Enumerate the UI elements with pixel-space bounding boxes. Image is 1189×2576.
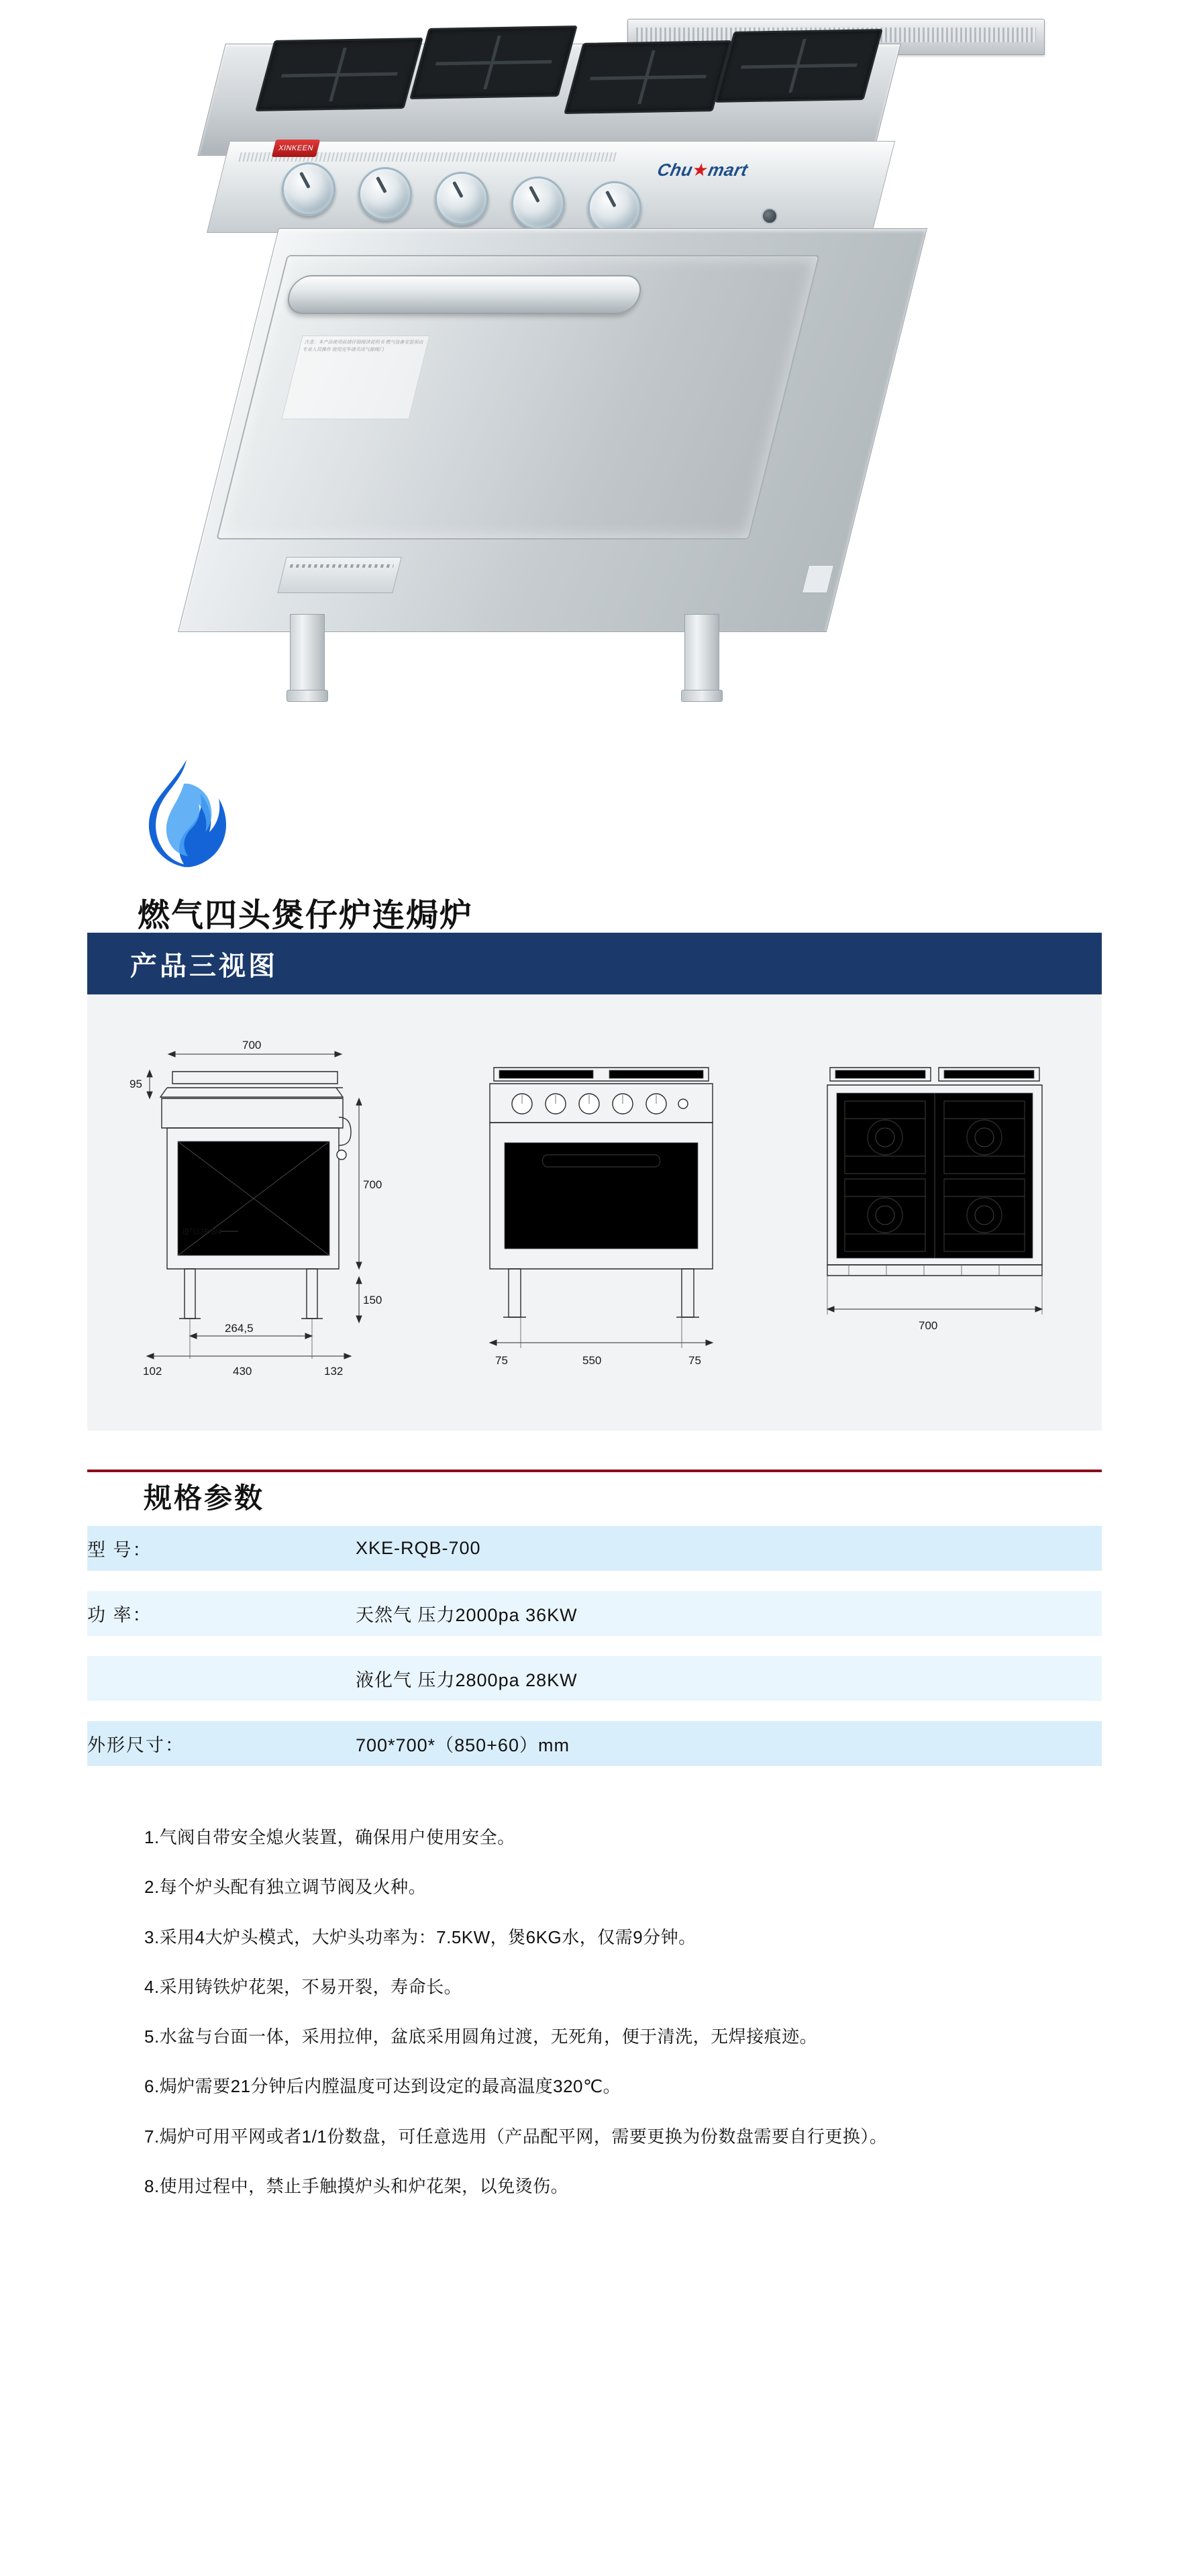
side-dim-top: 700 (242, 1038, 262, 1051)
spec-value-dimensions: 700*700*（850+60）mm (356, 1735, 570, 1755)
spec-row (87, 1721, 1102, 1766)
spec-label-dimensions: 外形尺寸： (87, 1735, 185, 1755)
spec-row (87, 1656, 1102, 1701)
gas-range-illustration (188, 7, 980, 731)
side-gas-inlet-label: 进气口R 3/4 (181, 1227, 221, 1236)
note-item: 4.采用铸铁炉花架，不易开裂，寿命长。 (144, 1976, 462, 1997)
spec-value-power-natural: 天然气 压力2000pa 36KW (356, 1605, 578, 1625)
brand-logo (656, 160, 750, 181)
spec-row (87, 1591, 1102, 1636)
burner-grate-2 (409, 25, 578, 99)
burner-grate-3 (564, 40, 732, 114)
side-dim-150: 150 (362, 1293, 382, 1306)
front-dim-left: 75 (495, 1353, 508, 1367)
side-dim-132: 132 (323, 1364, 344, 1378)
control-knob-5[interactable] (588, 181, 641, 235)
oven-door-handle[interactable] (284, 275, 645, 314)
brand-logo-text: Chu (655, 160, 695, 180)
three-view-header (87, 933, 1102, 994)
side-view-drawing (120, 1023, 402, 1402)
brand-logo-tail: mart (706, 160, 750, 180)
brand-badge: XINKEEN (272, 140, 320, 157)
spec-row (87, 1526, 1102, 1571)
spec-divider (87, 1571, 1102, 1591)
front-dim-mid: 550 (582, 1353, 602, 1367)
note-item: 1.气阀自带安全熄火装置，确保用户使用安全。 (144, 1827, 515, 1847)
side-dim-700: 700 (362, 1178, 382, 1191)
feature-notes-list (144, 1824, 1045, 2200)
brand-logo-star: ★ (690, 160, 711, 180)
door-warning-label: 注意：本产品使用前请仔细阅读说明书 燃气设备安装须由专业人员操作 使用完毕请关闭气源阀门 (281, 336, 429, 419)
spec-label-power: 功 率： (87, 1605, 152, 1625)
spec-title: 规格参数 (87, 1470, 1102, 1526)
title-block (0, 752, 1189, 933)
product-hero-image (0, 0, 1189, 752)
spec-label-model: 型 号： (87, 1540, 152, 1560)
pilot-ignition-button[interactable] (762, 208, 778, 224)
flame-icon (134, 757, 235, 891)
spec-table (87, 1526, 1102, 1766)
spec-divider (87, 1636, 1102, 1656)
note-item: 2.每个炉头配有独立调节阀及火种。 (144, 1877, 427, 1898)
rating-plate (277, 557, 401, 593)
burner-grate-1 (255, 38, 423, 111)
adjustable-leg-right (684, 614, 719, 696)
spec-value-model: XKE-RQB-700 (356, 1538, 481, 1558)
three-view-body (87, 994, 1102, 1431)
top-dim-width: 700 (919, 1319, 938, 1332)
front-dim-right: 75 (688, 1353, 701, 1367)
front-view-drawing (467, 1023, 735, 1402)
note-item: 7.焗炉可用平网或者1/1份数盘，可任意选用（产品配平网，需要更换为份数盘需要自行更换）。 (144, 2126, 888, 2147)
control-knob-2[interactable] (358, 167, 412, 221)
side-dim-102: 102 (142, 1364, 162, 1378)
three-view-header-label: 产品三视图 (130, 951, 278, 981)
spec-section (87, 1470, 1102, 1766)
adjustable-leg-left (290, 614, 325, 696)
control-knob-1[interactable] (282, 162, 335, 216)
side-dim-inner: 264,5 (224, 1321, 254, 1335)
note-item: 5.水盆与台面一体，采用拉伸，盆底采用圆角过渡，无死角，便于清洗，无焊接痕迹。 (144, 2026, 818, 2047)
control-knob-4[interactable] (511, 176, 565, 230)
three-view-section (0, 933, 1189, 1431)
burner-grate-4 (715, 29, 883, 103)
spec-divider (87, 1701, 1102, 1721)
side-dim-95: 95 (129, 1077, 142, 1090)
control-knob-3[interactable] (435, 172, 488, 225)
page-title: 燃气四头煲仔炉连焗炉 (138, 898, 474, 933)
note-item: 3.采用4大炉头模式，大炉头功率为：7.5KW，煲6KG水，仅需9分钟。 (144, 1926, 696, 1947)
spec-label-power-empty (87, 1656, 356, 1701)
note-item: 6.焗炉需要21分钟后内膛温度可达到设定的最高温度320℃。 (144, 2076, 621, 2097)
side-dim-430: 430 (232, 1364, 252, 1378)
top-view-drawing (800, 1023, 1069, 1402)
note-item: 8.使用过程中，禁止手触摸炉头和炉花架，以免烫伤。 (144, 2176, 569, 2197)
spec-value-power-lpg: 液化气 压力2800pa 28KW (356, 1670, 578, 1690)
